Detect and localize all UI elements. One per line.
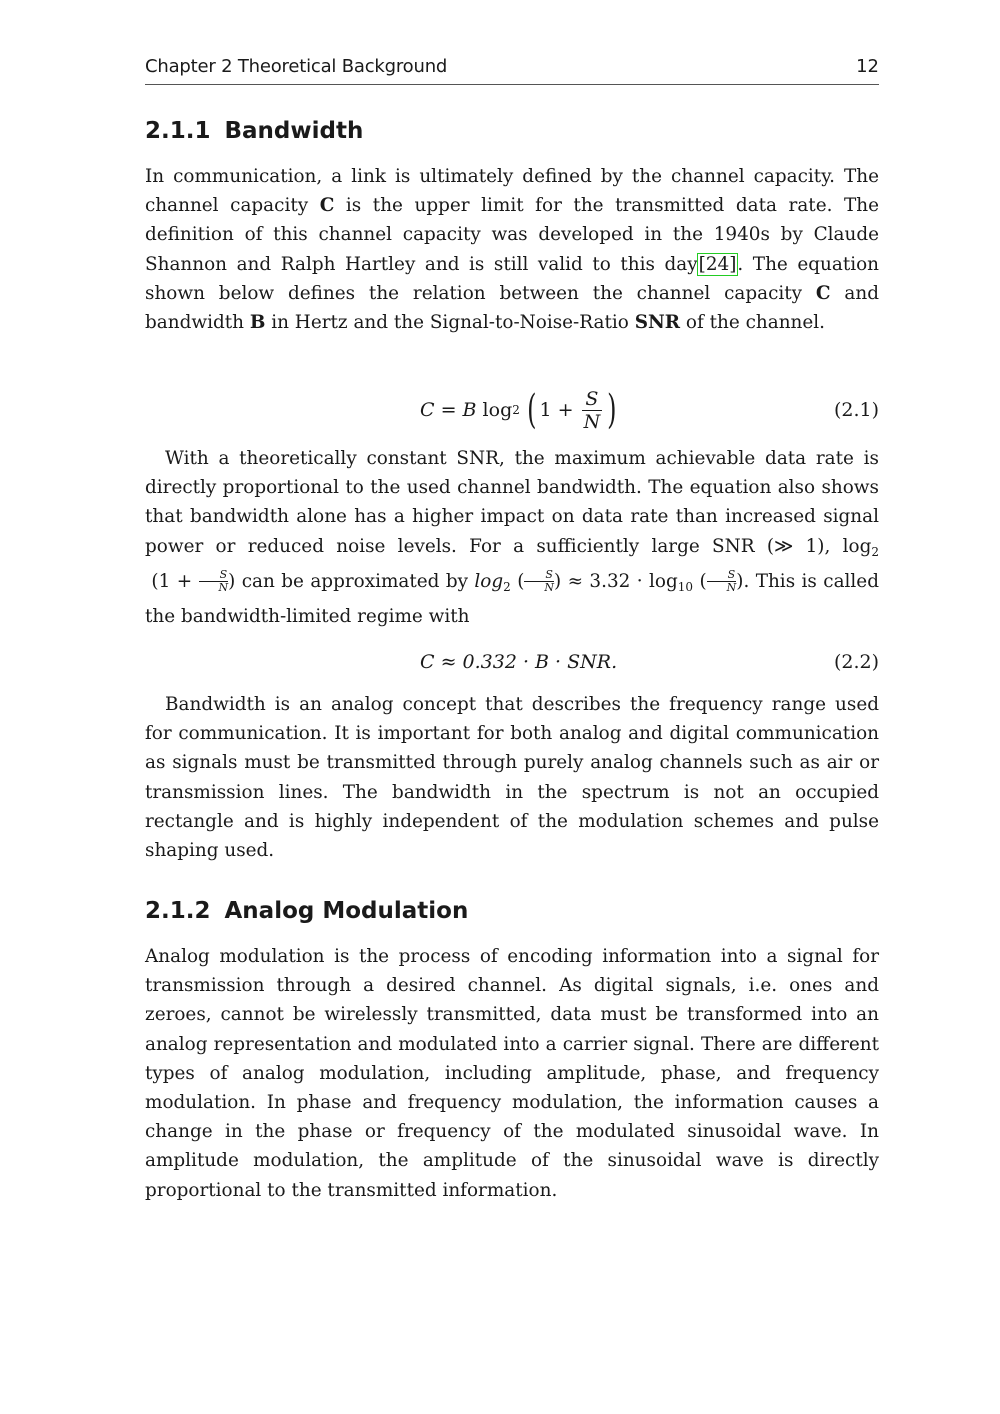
text-run: With a theoretically constant SNR, the maximum achievable data rate is directly proportional to the used channel bandwidth. The equation also shows that bandwidth alone has a higher impact on data rate than increased signal power or reduced noise levels. For a sufficiently large SNR (≫ 1), log <box>145 448 879 557</box>
denominator: N <box>707 581 737 594</box>
numerator: S <box>545 568 553 582</box>
subscript: 10 <box>677 579 694 594</box>
citation-link[interactable]: [24] <box>698 253 737 275</box>
inline-fraction <box>707 569 737 594</box>
text-run: ) ≈ 3.32 · log <box>554 570 678 592</box>
numerator: S <box>585 387 599 410</box>
section-number: 2.1.1 <box>145 118 211 144</box>
text-run: is the upper limit for the transmitted data rate. The definition of this channel capacity was developed in the 1940s by Claude Shannon and Ralph Hartley and is still valid to this day <box>145 195 880 275</box>
equation-2-2 <box>145 632 879 692</box>
section-title: Bandwidth <box>224 118 364 144</box>
eq-operator: = <box>434 399 463 421</box>
eq-symbol: B <box>462 399 477 421</box>
chapter-title: Chapter 2 Theoretical Background <box>145 56 448 77</box>
running-header <box>145 56 879 85</box>
text-run: and bandwidth <box>145 282 879 334</box>
text-run: ( <box>510 570 525 592</box>
numerator: S <box>727 568 736 582</box>
subscript: 2 <box>871 544 879 559</box>
denominator: N <box>524 581 554 594</box>
equation-number: (2.1) <box>833 399 879 421</box>
symbol-b: B <box>249 312 266 334</box>
right-paren: ) <box>607 387 617 433</box>
symbol-snr: SNR <box>634 312 681 334</box>
equation-2-1 <box>145 380 879 440</box>
section-title: Analog Modulation <box>224 898 469 924</box>
paragraph-snr <box>145 444 879 631</box>
page-number: 12 <box>856 56 879 77</box>
text-run: In communication, a link is ultimately defined by the channel capacity. The channel capacity <box>145 166 879 217</box>
text-run: of the channel. <box>680 312 826 334</box>
symbol-c: C <box>815 282 831 304</box>
paragraph-channel-capacity <box>145 162 879 337</box>
text-run: (1 + <box>145 570 199 592</box>
fraction-s-over-n <box>582 388 603 433</box>
section-heading-bandwidth <box>145 118 363 144</box>
eq-subscript: 2 <box>512 403 520 417</box>
eq-term: 1 + <box>539 399 580 421</box>
text-run: log <box>474 570 504 592</box>
paragraph-bandwidth-analog: Bandwidth is an analog concept that describes the frequency range used for communication. It is important for both analog and digital communication as signals must be transmitted through purely analog channels such as air or transmission lines. The bandwidth in the spectrum is not an occupied rectangle and is highly independent of the modulation schemes and pulse shaping used. <box>145 694 879 862</box>
equation-body: C ≈ 0.332 · B · SNR. <box>420 651 618 673</box>
numerator: S <box>219 568 228 582</box>
denominator: N <box>199 581 229 594</box>
text-run: ( <box>693 570 707 592</box>
paragraph-analog-modulation: Analog modulation is the process of encoding information into a signal for transmission through a desired channel. As digital signals, i.e. ones and zeroes, cannot be wirelessly transmitted, data must be transformed into an analog representation and modulated into a carrier signal. There are different types of analog modulation, including amplitude, phase, and frequency modulation. In phase and frequency modulation, the information causes a change in the phase or frequency of the modulated sinusoidal wave. In amplitude modulation, the amplitude of the sinusoidal wave is directly proportional to the transmitted information. <box>145 946 879 1201</box>
section-heading-analog-modulation <box>145 898 468 924</box>
denominator: N <box>583 410 601 433</box>
symbol-c: C <box>319 195 335 217</box>
subscript: 2 <box>503 579 511 594</box>
left-paren: ( <box>526 387 537 433</box>
text-run: . The equation shown below defines the relation between the channel capacity <box>145 253 880 304</box>
text-run: ) can be approximated by <box>228 570 475 592</box>
eq-log: log <box>476 399 513 421</box>
eq-symbol: C <box>420 399 435 421</box>
section-number: 2.1.2 <box>145 898 211 924</box>
equation-number: (2.2) <box>833 651 879 673</box>
text-run: ). This is called the bandwidth-limited regime with <box>145 570 879 628</box>
equation-body <box>420 380 620 440</box>
inline-fraction <box>524 569 554 594</box>
text-run: in Hertz and the Signal-to-Noise-Ratio <box>265 312 635 334</box>
inline-fraction <box>199 569 229 594</box>
